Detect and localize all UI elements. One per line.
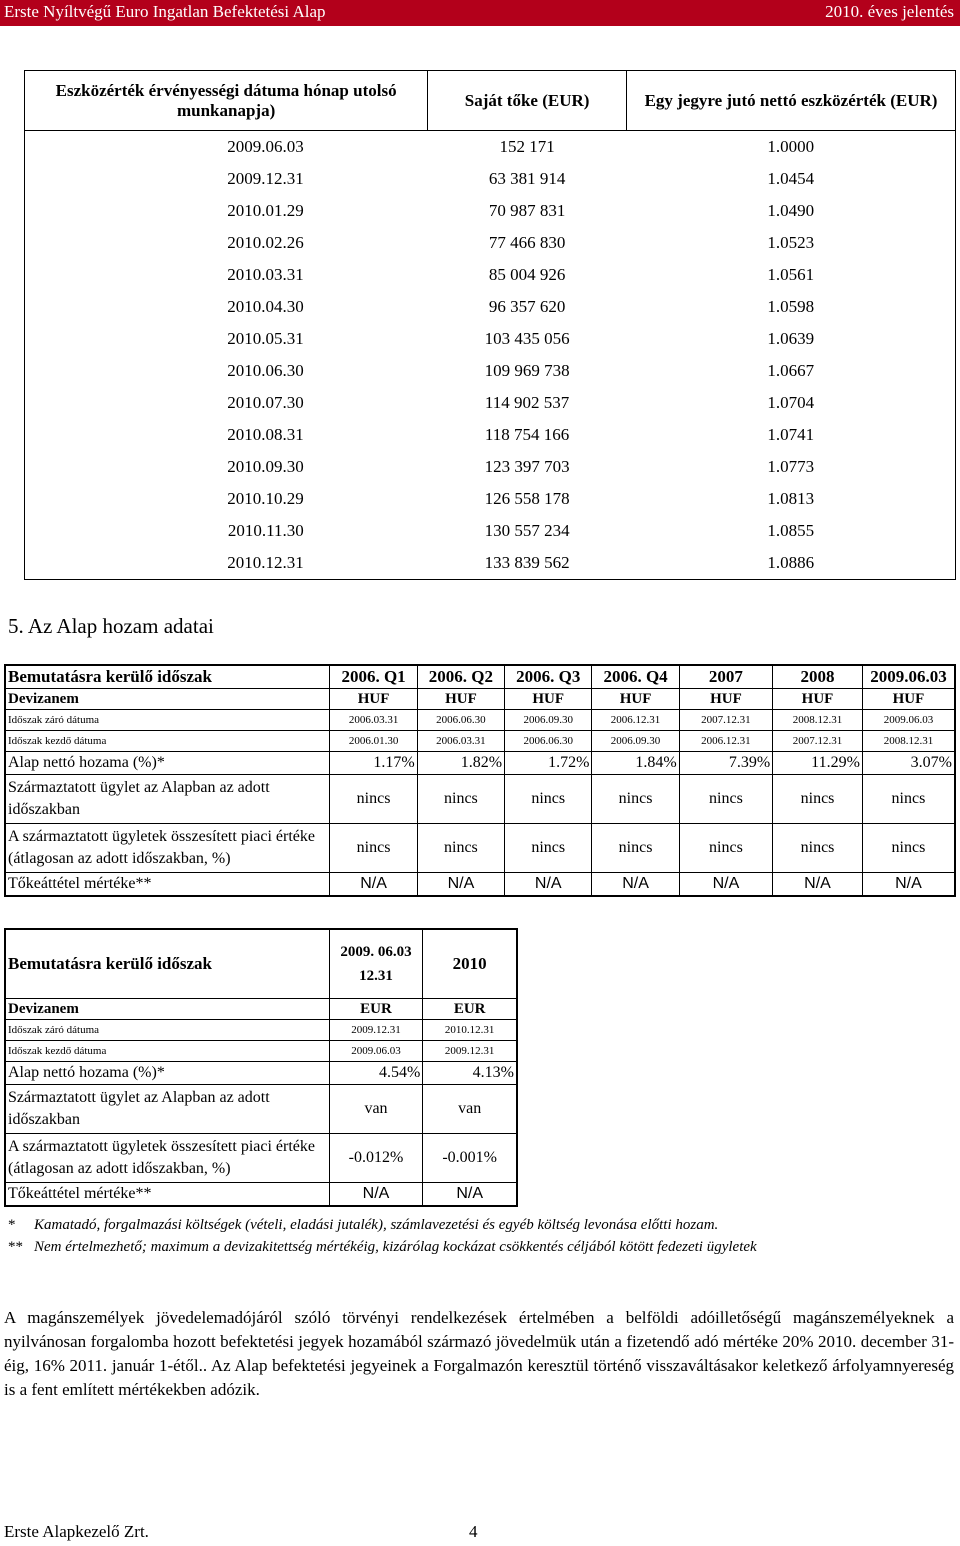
value-cell: 2006.09.30	[592, 731, 679, 752]
row-label: Tőkeáttétel mértéke**	[5, 1183, 329, 1207]
value-cell: N/A	[505, 873, 592, 897]
value-cell: 2006. Q1	[330, 665, 417, 689]
nav-date-cell: 2010.07.30	[227, 393, 304, 412]
row-label: Időszak záró dátuma	[5, 1020, 329, 1041]
page-number: 4	[469, 1522, 478, 1541]
net-return-row	[5, 1062, 517, 1085]
nav-equity-cell: 96 357 620	[488, 297, 566, 316]
nav-row	[25, 355, 956, 387]
value-cell: N/A	[417, 873, 504, 897]
nav-row	[25, 547, 956, 580]
value-cell: HUF	[862, 689, 955, 710]
value-cell: nincs	[862, 775, 955, 824]
value-cell: 1.82%	[417, 752, 504, 775]
value-cell: nincs	[862, 824, 955, 873]
currency-row	[5, 689, 955, 710]
value-cell: HUF	[505, 689, 592, 710]
row-label: Alap nettó hozama (%)*	[5, 752, 330, 775]
value-cell: HUF	[592, 689, 679, 710]
nav-header-date: Eszközérték érvényességi dátuma hónap utolsó munkanapja)	[25, 71, 428, 131]
page-header	[0, 0, 960, 26]
nav-date-cell: 2010.10.29	[227, 489, 304, 508]
nav-header-equity: Saját tőke (EUR)	[428, 71, 627, 131]
nav-equity-cell: 77 466 830	[488, 233, 566, 252]
end-date-row	[5, 710, 955, 731]
value-cell: 1.72%	[505, 752, 592, 775]
value-cell: HUF	[417, 689, 504, 710]
nav-row	[25, 259, 956, 291]
value-cell: 2009.12.31	[423, 1041, 517, 1062]
nav-date-cell: 2009.06.03	[227, 137, 304, 156]
row-label: Alap nettó hozama (%)*	[5, 1062, 329, 1085]
nav-unit-value-cell: 1.0741	[767, 425, 815, 444]
nav-unit-value-cell: 1.0000	[767, 137, 815, 156]
nav-equity-cell: 123 397 703	[484, 457, 570, 476]
nav-equity-cell: 63 381 914	[488, 169, 566, 188]
value-cell: N/A	[862, 873, 955, 897]
nav-equity-cell: 85 004 926	[488, 265, 566, 284]
footnote	[8, 1236, 956, 1258]
fund-name: Erste Nyíltvégű Euro Ingatlan Befektetési Alap	[4, 2, 326, 21]
value-cell: nincs	[505, 824, 592, 873]
nav-unit-value-cell: 1.0813	[767, 489, 815, 508]
leverage-row	[5, 1183, 517, 1207]
value-cell: 2007.12.31	[679, 710, 772, 731]
value-cell: N/A	[773, 873, 863, 897]
value-cell: 3.07%	[862, 752, 955, 775]
row-label: Időszak kezdő dátuma	[5, 731, 330, 752]
value-cell: nincs	[592, 775, 679, 824]
nav-row	[25, 451, 956, 483]
footer-company: Erste Alapkezelő Zrt.	[4, 1522, 149, 1541]
value-cell: N/A	[330, 873, 417, 897]
footnote-mark: **	[8, 1239, 23, 1255]
nav-unit-value-cell: 1.0561	[767, 265, 815, 284]
returns-table-eur	[4, 928, 518, 1207]
report-title: 2010. éves jelentés	[825, 2, 954, 21]
nav-date-cell: 2010.03.31	[227, 265, 304, 284]
nav-equity-cell: 133 839 562	[484, 553, 570, 572]
value-cell: N/A	[329, 1183, 423, 1207]
value-cell: HUF	[330, 689, 417, 710]
nav-table	[24, 70, 956, 580]
nav-equity-cell: 70 987 831	[488, 201, 566, 220]
nav-date-cell: 2010.09.30	[227, 457, 304, 476]
footnote	[8, 1214, 956, 1236]
nav-unit-value-cell: 1.0773	[767, 457, 815, 476]
value-cell: 2006.03.31	[330, 710, 417, 731]
nav-equity-cell: 109 969 738	[484, 361, 570, 380]
value-cell: nincs	[330, 824, 417, 873]
nav-unit-value-cell: 1.0886	[767, 553, 815, 572]
value-cell: nincs	[679, 775, 772, 824]
nav-unit-value-cell: 1.0454	[767, 169, 815, 188]
value-cell: nincs	[417, 824, 504, 873]
nav-equity-cell: 118 754 166	[484, 425, 570, 444]
tax-paragraph: A magánszemélyek jövedelemadójáról szóló törvényi rendelkezések értelmében a belföldi adóilletőségű magánszemélyeknek a nyilvánosan forgalomba hozott befektetési jegyek hozamából származó jövedelmük után a fizetendő adó mértéke 20% 2010. december 31-éig, 16% 2011. január 1-étől.. Az Alap befektetési jegyeinek a Forgalmazón keresztül történő visszaváltásakor keletkező árfolyamnyereség is a fent említett mértékekben adózik.	[4, 1308, 954, 1399]
nav-unit-value-cell: 1.0704	[767, 393, 815, 412]
value-cell: HUF	[679, 689, 772, 710]
net-return-row	[5, 752, 955, 775]
value-cell: 2010.12.31	[423, 1020, 517, 1041]
nav-equity-cell: 152 171	[499, 137, 555, 156]
derivatives-row	[5, 775, 955, 824]
nav-row	[25, 483, 956, 515]
nav-unit-value-cell: 1.0667	[767, 361, 815, 380]
nav-equity-cell: 130 557 234	[484, 521, 570, 540]
row-label: Devizanem	[5, 999, 329, 1020]
nav-row	[25, 515, 956, 547]
value-cell: 4.13%	[423, 1062, 517, 1085]
row-label: Bemutatásra kerülő időszak	[5, 929, 329, 999]
nav-equity-cell: 103 435 056	[484, 329, 570, 348]
nav-header-row	[25, 71, 956, 131]
row-label: Időszak záró dátuma	[5, 710, 330, 731]
nav-table-body	[25, 131, 956, 580]
value-cell: 2006. Q4	[592, 665, 679, 689]
value-cell: 2006.12.31	[592, 710, 679, 731]
value-cell: 2006.06.30	[505, 731, 592, 752]
row-label: Származtatott ügylet az Alapban az adott időszakban	[5, 1085, 329, 1134]
leverage-row	[5, 873, 955, 897]
value-cell: nincs	[417, 775, 504, 824]
nav-header-nav-per-unit: Egy jegyre jutó nettó eszközérték (EUR)	[626, 71, 955, 131]
nav-date-cell: 2010.04.30	[227, 297, 304, 316]
nav-unit-value-cell: 1.0855	[767, 521, 815, 540]
nav-equity-cell: 114 902 537	[484, 393, 570, 412]
value-cell: 2009. 06.03 12.31	[329, 929, 423, 999]
row-label: Származtatott ügylet az Alapban az adott időszakban	[5, 775, 330, 824]
value-cell: nincs	[330, 775, 417, 824]
period-row	[5, 665, 955, 689]
end-date-row	[5, 1020, 517, 1041]
row-label: Bemutatásra kerülő időszak	[5, 665, 330, 689]
nav-unit-value-cell: 1.0523	[767, 233, 815, 252]
value-cell: 2006. Q2	[417, 665, 504, 689]
nav-unit-value-cell: 1.0490	[767, 201, 815, 220]
footnote-text: Nem értelmezhető; maximum a devizakitettség mértékéig, kizárólag kockázat csökkentés céljából kötött fedezeti ügyletek	[34, 1239, 757, 1255]
row-label: A származtatott ügyletek összesített piaci értéke (átlagosan az adott időszakban, %)	[5, 1134, 329, 1183]
value-cell: 2006.12.31	[679, 731, 772, 752]
value-cell: 2007.12.31	[773, 731, 863, 752]
nav-date-cell: 2009.12.31	[227, 169, 304, 188]
nav-table-container	[24, 70, 956, 580]
value-cell: EUR	[423, 999, 517, 1020]
footnotes	[8, 1214, 956, 1258]
value-cell: nincs	[505, 775, 592, 824]
row-label: A származtatott ügyletek összesített piaci értéke (átlagosan az adott időszakban, %)	[5, 824, 330, 873]
value-cell: nincs	[773, 824, 863, 873]
value-cell: HUF	[773, 689, 863, 710]
value-cell: van	[423, 1085, 517, 1134]
footnote-text: Kamatadó, forgalmazási költségek (vételi, eladási jutalék), számlavezetési és egyéb költség levonása előtti hozam.	[34, 1217, 719, 1233]
row-label: Tőkeáttétel mértéke**	[5, 873, 330, 897]
nav-equity-cell: 126 558 178	[484, 489, 570, 508]
nav-row	[25, 291, 956, 323]
value-cell: 2006.03.31	[417, 731, 504, 752]
footnote-mark: *	[8, 1217, 16, 1233]
value-cell: -0.012%	[329, 1134, 423, 1183]
nav-row	[25, 387, 956, 419]
value-cell: 11.29%	[773, 752, 863, 775]
nav-row	[25, 195, 956, 227]
nav-row	[25, 323, 956, 355]
value-cell: nincs	[679, 824, 772, 873]
derivatives-row	[5, 1085, 517, 1134]
value-cell: 4.54%	[329, 1062, 423, 1085]
nav-unit-value-cell: 1.0639	[767, 329, 815, 348]
value-cell: nincs	[592, 824, 679, 873]
row-label: Devizanem	[5, 689, 330, 710]
nav-row	[25, 131, 956, 164]
nav-unit-value-cell: 1.0598	[767, 297, 815, 316]
period-row	[5, 929, 517, 999]
nav-date-cell: 2010.02.26	[227, 233, 304, 252]
value-cell: 2006.06.30	[417, 710, 504, 731]
value-cell: 2009.06.03	[329, 1041, 423, 1062]
value-cell: 2009.12.31	[329, 1020, 423, 1041]
value-cell: 2009.06.03	[862, 710, 955, 731]
value-cell: -0.001%	[423, 1134, 517, 1183]
value-cell: N/A	[592, 873, 679, 897]
value-cell: van	[329, 1085, 423, 1134]
value-cell: 2006.09.30	[505, 710, 592, 731]
nav-row	[25, 227, 956, 259]
page-footer	[4, 1522, 478, 1542]
value-cell: EUR	[329, 999, 423, 1020]
value-cell: 7.39%	[679, 752, 772, 775]
nav-date-cell: 2010.12.31	[227, 553, 304, 572]
value-cell: 1.17%	[330, 752, 417, 775]
value-cell: nincs	[773, 775, 863, 824]
nav-date-cell: 2010.11.30	[227, 521, 304, 540]
start-date-row	[5, 731, 955, 752]
nav-date-cell: 2010.05.31	[227, 329, 304, 348]
derivative-value-row	[5, 824, 955, 873]
value-cell: 2009.06.03	[862, 665, 955, 689]
row-label: Időszak kezdő dátuma	[5, 1041, 329, 1062]
value-cell: 2006.01.30	[330, 731, 417, 752]
value-cell: 2006. Q3	[505, 665, 592, 689]
nav-row	[25, 419, 956, 451]
nav-date-cell: 2010.08.31	[227, 425, 304, 444]
nav-date-cell: 2010.01.29	[227, 201, 304, 220]
value-cell: 2008.12.31	[773, 710, 863, 731]
value-cell: 2007	[679, 665, 772, 689]
currency-row	[5, 999, 517, 1020]
value-cell: N/A	[679, 873, 772, 897]
section-title: 5. Az Alap hozam adatai	[8, 614, 214, 638]
value-cell: 2008	[773, 665, 863, 689]
nav-row	[25, 163, 956, 195]
value-cell: 2008.12.31	[862, 731, 955, 752]
nav-date-cell: 2010.06.30	[227, 361, 304, 380]
derivative-value-row	[5, 1134, 517, 1183]
returns-table-huf	[4, 664, 956, 897]
value-cell: N/A	[423, 1183, 517, 1207]
value-cell: 1.84%	[592, 752, 679, 775]
value-cell: 2010	[423, 929, 517, 999]
start-date-row	[5, 1041, 517, 1062]
